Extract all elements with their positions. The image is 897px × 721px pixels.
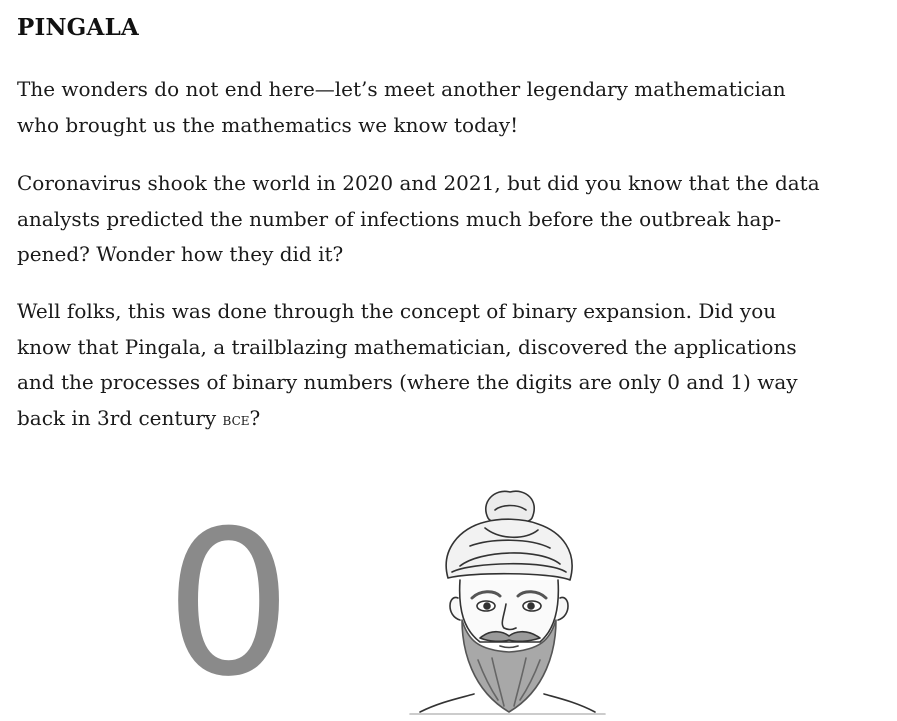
paragraph-line: Well folks, this was done through the concept of binary expansion. Did you: [17, 299, 777, 323]
paragraph-line: The wonders do not end here—let’s meet another legendary mathematician: [17, 77, 786, 101]
paragraph-line: who brought us the mathematics we know today!: [17, 112, 519, 137]
bearded-man-turban-icon: [400, 480, 615, 715]
paragraph-line: Coronavirus shook the world in 2020 and 2021, but did you know that the data: [17, 171, 820, 195]
paragraph-text: back in 3rd century: [17, 405, 223, 430]
paragraph-line: know that Pingala, a trailblazing mathematician, discovered the applications: [17, 334, 797, 359]
paragraph-line: pened? Wonder how they did it?: [17, 242, 344, 266]
paragraph-coronavirus: [17, 166, 820, 273]
paragraph-line: analysts predicted the number of infections much before the outbreak hap-: [17, 206, 782, 231]
paragraph-binary: [17, 294, 798, 438]
binary-zero-digit: 0: [165, 488, 293, 721]
paragraph-intro: [17, 72, 786, 143]
paragraph-line: and the processes of binary numbers (where the digits are only 0 and 1) way: [17, 370, 798, 394]
paragraph-last-line: [17, 401, 798, 439]
paragraph-text: ?: [249, 405, 261, 430]
era-abbreviation: bce: [222, 409, 250, 430]
section-heading: PINGALA: [17, 14, 139, 41]
